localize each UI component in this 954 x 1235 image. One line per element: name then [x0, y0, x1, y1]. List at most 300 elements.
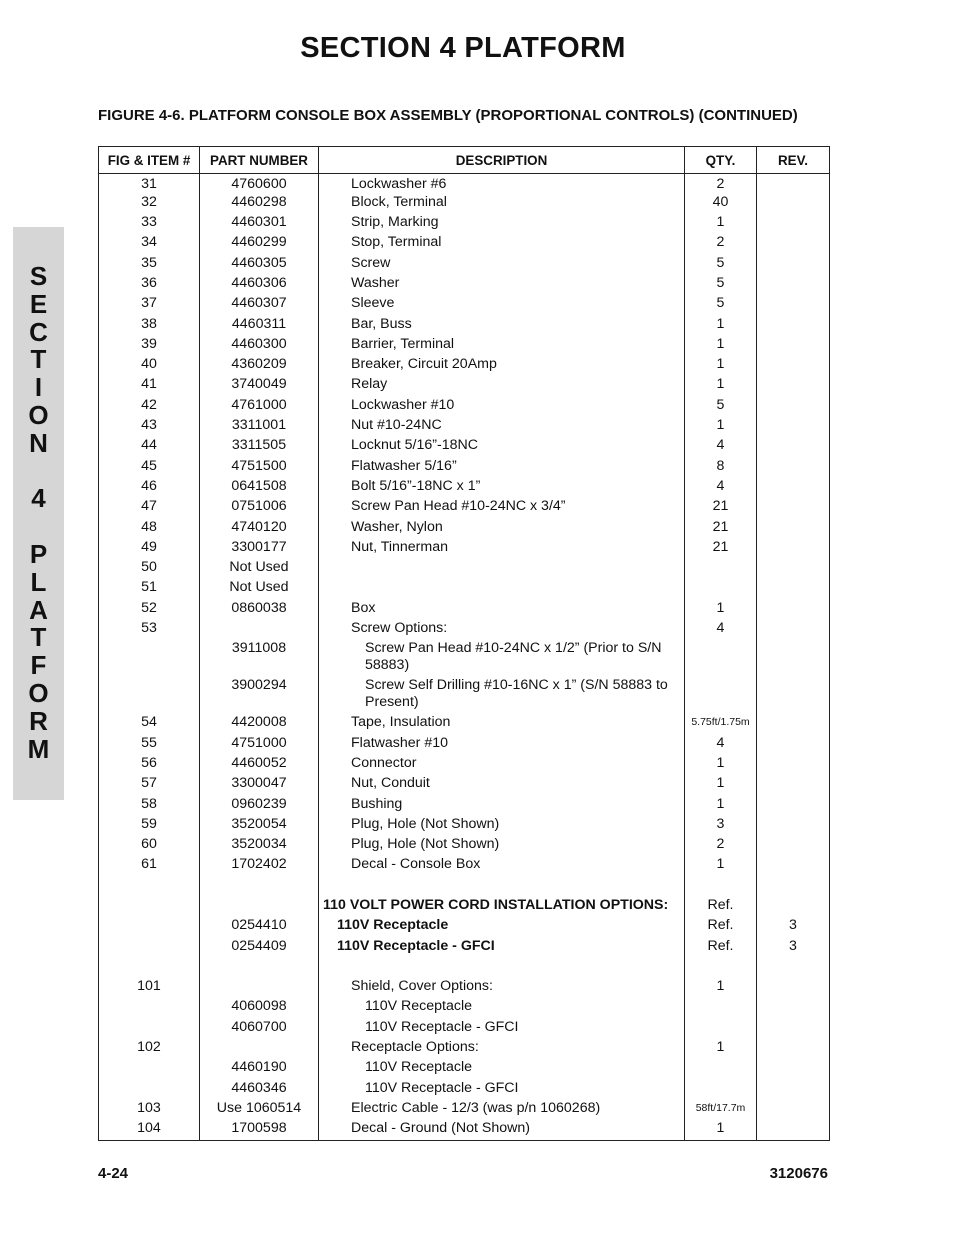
- col-header-description: DESCRIPTION: [319, 147, 685, 174]
- cell-description: [319, 677, 685, 714]
- table-row: [99, 234, 830, 254]
- table-row: [99, 877, 830, 897]
- description-text: Washer: [351, 274, 400, 291]
- table-row: [99, 938, 830, 958]
- cell-description: [319, 816, 685, 836]
- table-row: [99, 458, 830, 478]
- cell-qty: 5: [685, 275, 757, 295]
- cell-description: [319, 437, 685, 457]
- cell-part-number: Use 1060514: [200, 1100, 319, 1120]
- cell-description: [319, 539, 685, 559]
- table-row: [99, 714, 830, 734]
- cell-description: [319, 1120, 685, 1140]
- cell-description: [319, 316, 685, 336]
- table-row: [99, 356, 830, 376]
- cell-item-number: 42: [99, 397, 200, 417]
- cell-rev: [757, 174, 830, 194]
- cell-item-number: [99, 897, 200, 917]
- cell-item-number: 56: [99, 755, 200, 775]
- cell-rev: [757, 755, 830, 775]
- cell-description: [319, 519, 685, 539]
- cell-description: [319, 579, 685, 599]
- cell-qty: 1: [685, 978, 757, 998]
- table-row: [99, 978, 830, 998]
- description-text: 110V Receptacle - GFCI: [365, 1079, 519, 1096]
- cell-part-number: 4460301: [200, 214, 319, 234]
- description-text: Screw Pan Head #10-24NC x 1/2” (Prior to S/N 58883): [365, 640, 662, 674]
- cell-part-number: 3520054: [200, 816, 319, 836]
- cell-rev: [757, 519, 830, 539]
- cell-rev: [757, 1019, 830, 1039]
- cell-item-number: [99, 1059, 200, 1079]
- description-text: Flatwasher 5/16”: [351, 457, 457, 474]
- side-tab-letter: [13, 458, 64, 486]
- description-text: Decal - Console Box: [351, 856, 481, 873]
- cell-item-number: [99, 640, 200, 677]
- cell-rev: [757, 255, 830, 275]
- cell-part-number: 4460300: [200, 336, 319, 356]
- cell-qty: 1: [685, 1039, 757, 1059]
- description-text: Lockwasher #10: [351, 396, 455, 413]
- cell-description: [319, 498, 685, 518]
- cell-description: [319, 174, 685, 194]
- cell-part-number: 4460311: [200, 316, 319, 336]
- table-row: [99, 417, 830, 437]
- cell-qty: 21: [685, 539, 757, 559]
- cell-item-number: 44: [99, 437, 200, 457]
- cell-rev: [757, 796, 830, 816]
- cell-rev: [757, 316, 830, 336]
- description-text: 110V Receptacle: [337, 917, 449, 934]
- cell-description: [319, 275, 685, 295]
- cell-description: [319, 234, 685, 254]
- cell-description: [319, 1059, 685, 1079]
- description-text: Strip, Marking: [351, 214, 439, 231]
- cell-rev: [757, 1039, 830, 1059]
- table-row: [99, 194, 830, 214]
- cell-item-number: 54: [99, 714, 200, 734]
- table-row: [99, 498, 830, 518]
- cell-rev: [757, 397, 830, 417]
- table-row: [99, 437, 830, 457]
- cell-description: [319, 458, 685, 478]
- cell-item-number: [99, 877, 200, 897]
- cell-description: [319, 295, 685, 315]
- cell-item-number: 33: [99, 214, 200, 234]
- cell-rev: [757, 437, 830, 457]
- description-text: Connector: [351, 754, 417, 771]
- page-number: 4-24: [98, 1165, 129, 1182]
- cell-item-number: [99, 1080, 200, 1100]
- table-row: [99, 775, 830, 795]
- cell-rev: [757, 1080, 830, 1100]
- table-row: [99, 1120, 830, 1140]
- cell-part-number: [200, 958, 319, 978]
- cell-item-number: 40: [99, 356, 200, 376]
- cell-part-number: [200, 1039, 319, 1059]
- cell-qty: [685, 1059, 757, 1079]
- cell-part-number: 4460305: [200, 255, 319, 275]
- cell-description: [319, 1080, 685, 1100]
- cell-qty: 2: [685, 836, 757, 856]
- cell-item-number: 45: [99, 458, 200, 478]
- cell-rev: [757, 295, 830, 315]
- cell-item-number: 37: [99, 295, 200, 315]
- cell-part-number: 3311505: [200, 437, 319, 457]
- cell-description: [319, 397, 685, 417]
- cell-part-number: 4060098: [200, 998, 319, 1018]
- cell-qty: 5: [685, 397, 757, 417]
- description-text: Bar, Buss: [351, 315, 412, 332]
- cell-description: [319, 1100, 685, 1120]
- col-header-item: FIG & ITEM #: [99, 147, 200, 174]
- cell-part-number: 4751000: [200, 735, 319, 755]
- description-text: Electric Cable - 12/3 (was p/n 1060268): [351, 1099, 601, 1116]
- side-tab-letter: O: [28, 677, 49, 708]
- table-header-row: [99, 147, 830, 174]
- cell-description: [319, 897, 685, 917]
- cell-qty: 2: [685, 234, 757, 254]
- cell-qty: 1: [685, 376, 757, 396]
- cell-qty: 1: [685, 796, 757, 816]
- cell-rev: [757, 478, 830, 498]
- cell-rev: [757, 775, 830, 795]
- cell-qty: [685, 958, 757, 978]
- cell-item-number: 39: [99, 336, 200, 356]
- side-tab-letters: [13, 263, 64, 763]
- description-text: Receptacle Options:: [351, 1039, 479, 1056]
- cell-rev: [757, 877, 830, 897]
- cell-item-number: 49: [99, 539, 200, 559]
- table-row: [99, 559, 830, 579]
- cell-description: [319, 714, 685, 734]
- side-tab-letter: T: [30, 622, 47, 653]
- cell-item-number: [99, 938, 200, 958]
- cell-qty: 1: [685, 214, 757, 234]
- side-tab-letter: L: [30, 566, 47, 597]
- cell-item-number: 60: [99, 836, 200, 856]
- cell-item-number: 50: [99, 559, 200, 579]
- cell-rev: [757, 897, 830, 917]
- cell-qty: 1: [685, 336, 757, 356]
- side-tab-letter: M: [27, 733, 50, 764]
- table-row: [99, 579, 830, 599]
- cell-qty: 1: [685, 316, 757, 336]
- cell-part-number: 4740120: [200, 519, 319, 539]
- description-text: Lockwasher #6: [351, 176, 447, 192]
- cell-part-number: 4460052: [200, 755, 319, 775]
- table-row: [99, 376, 830, 396]
- cell-qty: 5: [685, 255, 757, 275]
- cell-qty: [685, 677, 757, 714]
- cell-item-number: 38: [99, 316, 200, 336]
- cell-qty: 3: [685, 816, 757, 836]
- side-tab-letter: P: [29, 538, 48, 569]
- side-tab-letter: [13, 513, 64, 541]
- side-tab-letter: S: [29, 261, 48, 291]
- side-tab-letter: A: [29, 594, 48, 625]
- cell-description: [319, 755, 685, 775]
- table-row: [99, 1059, 830, 1079]
- description-text: Nut #10-24NC: [351, 417, 442, 434]
- cell-part-number: 4460306: [200, 275, 319, 295]
- cell-description: [319, 336, 685, 356]
- description-text: Shield, Cover Options:: [351, 978, 493, 995]
- description-text: 110V Receptacle: [365, 998, 473, 1015]
- side-tab-letter: F: [30, 650, 47, 681]
- cell-part-number: [200, 897, 319, 917]
- cell-description: [319, 998, 685, 1018]
- cell-item-number: 57: [99, 775, 200, 795]
- cell-qty: 1: [685, 775, 757, 795]
- cell-rev: [757, 620, 830, 640]
- cell-qty: 1: [685, 356, 757, 376]
- cell-rev: [757, 735, 830, 755]
- table-row: [99, 174, 830, 194]
- side-tab-letter: I: [34, 372, 43, 403]
- cell-item-number: 46: [99, 478, 200, 498]
- cell-item-number: [99, 677, 200, 714]
- description-text: Screw Self Drilling #10-16NC x 1” (S/N 58883 to Present): [365, 677, 668, 711]
- table-row: [99, 755, 830, 775]
- cell-item-number: [99, 998, 200, 1018]
- table-row: [99, 998, 830, 1018]
- cell-description: [319, 376, 685, 396]
- description-text: Sleeve: [351, 295, 395, 312]
- side-tab-letter: 4: [31, 483, 46, 514]
- cell-rev: 3: [757, 917, 830, 937]
- cell-qty: 1: [685, 600, 757, 620]
- cell-item-number: [99, 1019, 200, 1039]
- cell-item-number: 43: [99, 417, 200, 437]
- cell-qty: [685, 1080, 757, 1100]
- table-row: [99, 836, 830, 856]
- cell-rev: [757, 1100, 830, 1120]
- cell-qty: 58ft/17.7m: [685, 1100, 757, 1120]
- cell-part-number: 4460298: [200, 194, 319, 214]
- description-text: Bolt 5/16”-18NC x 1”: [351, 477, 481, 494]
- cell-item-number: 32: [99, 194, 200, 214]
- table-row: [99, 275, 830, 295]
- side-tab-letter: R: [29, 705, 48, 736]
- cell-description: [319, 735, 685, 755]
- cell-qty: 4: [685, 620, 757, 640]
- cell-rev: [757, 836, 830, 856]
- cell-rev: [757, 958, 830, 978]
- cell-part-number: 4761000: [200, 397, 319, 417]
- cell-item-number: 53: [99, 620, 200, 640]
- description-text: 110V Receptacle: [365, 1059, 473, 1076]
- document-number: 3120676: [769, 1165, 828, 1182]
- table-row: [99, 958, 830, 978]
- parts-table: [98, 146, 830, 1141]
- cell-part-number: 4760600: [200, 174, 319, 194]
- cell-item-number: 48: [99, 519, 200, 539]
- cell-description: [319, 214, 685, 234]
- cell-item-number: 51: [99, 579, 200, 599]
- cell-qty: Ref.: [685, 917, 757, 937]
- cell-rev: [757, 714, 830, 734]
- cell-qty: 5.75ft/1.75m: [685, 714, 757, 734]
- description-text: Bushing: [351, 795, 403, 812]
- cell-rev: [757, 194, 830, 214]
- cell-part-number: 3911008: [200, 640, 319, 677]
- description-text: Decal - Ground (Not Shown): [351, 1120, 530, 1137]
- cell-qty: 8: [685, 458, 757, 478]
- cell-rev: [757, 1120, 830, 1140]
- cell-qty: [685, 640, 757, 677]
- cell-part-number: [200, 877, 319, 897]
- description-text: Nut, Tinnerman: [351, 538, 448, 555]
- parts-table-body: [99, 174, 830, 1141]
- description-text: Flatwasher #10: [351, 734, 448, 751]
- description-text: Breaker, Circuit 20Amp: [351, 356, 497, 373]
- cell-item-number: 55: [99, 735, 200, 755]
- cell-item-number: 104: [99, 1120, 200, 1140]
- cell-item-number: 61: [99, 856, 200, 876]
- table-row: [99, 677, 830, 714]
- cell-qty: 4: [685, 437, 757, 457]
- description-text: 110 VOLT POWER CORD INSTALLATION OPTIONS:: [323, 897, 669, 913]
- cell-item-number: 102: [99, 1039, 200, 1059]
- table-row: [99, 519, 830, 539]
- table-row: [99, 620, 830, 640]
- description-text: Plug, Hole (Not Shown): [351, 836, 500, 853]
- description-text: Relay: [351, 376, 388, 393]
- cell-description: [319, 600, 685, 620]
- cell-part-number: 3311001: [200, 417, 319, 437]
- cell-rev: [757, 677, 830, 714]
- cell-item-number: 58: [99, 796, 200, 816]
- cell-description: [319, 620, 685, 640]
- table-row: [99, 856, 830, 876]
- cell-description: [319, 559, 685, 579]
- description-text: Washer, Nylon: [351, 518, 443, 535]
- col-header-part-number: PART NUMBER: [200, 147, 319, 174]
- cell-rev: [757, 640, 830, 677]
- table-row: [99, 1019, 830, 1039]
- description-text: Box: [351, 599, 376, 616]
- cell-item-number: 35: [99, 255, 200, 275]
- cell-part-number: 0641508: [200, 478, 319, 498]
- table-row: [99, 1100, 830, 1120]
- cell-description: [319, 478, 685, 498]
- table-row: [99, 1080, 830, 1100]
- description-text: Locknut 5/16”-18NC: [351, 437, 478, 454]
- description-text: Plug, Hole (Not Shown): [351, 815, 500, 832]
- cell-rev: [757, 539, 830, 559]
- cell-part-number: 0254409: [200, 938, 319, 958]
- table-row: [99, 336, 830, 356]
- cell-rev: [757, 816, 830, 836]
- figure-title: FIGURE 4-6. PLATFORM CONSOLE BOX ASSEMBLY (PROPORTIONAL CONTROLS) (CONTINUED): [98, 107, 798, 124]
- cell-item-number: 59: [99, 816, 200, 836]
- table-row: [99, 539, 830, 559]
- cell-item-number: [99, 958, 200, 978]
- cell-part-number: 4751500: [200, 458, 319, 478]
- table-row: [99, 1039, 830, 1059]
- cell-part-number: 4060700: [200, 1019, 319, 1039]
- cell-part-number: 1700598: [200, 1120, 319, 1140]
- cell-description: [319, 194, 685, 214]
- cell-item-number: 101: [99, 978, 200, 998]
- cell-qty: [685, 559, 757, 579]
- cell-qty: [685, 579, 757, 599]
- col-header-rev: REV.: [757, 147, 830, 174]
- table-row: [99, 735, 830, 755]
- cell-item-number: 47: [99, 498, 200, 518]
- description-text: Block, Terminal: [351, 193, 447, 210]
- cell-qty: 1: [685, 856, 757, 876]
- side-tab-letter: T: [30, 344, 47, 375]
- cell-item-number: 103: [99, 1100, 200, 1120]
- section-title: SECTION 4 PLATFORM: [300, 32, 626, 64]
- cell-description: [319, 775, 685, 795]
- description-text: 110V Receptacle - GFCI: [365, 1018, 519, 1035]
- cell-rev: [757, 234, 830, 254]
- table-row: [99, 600, 830, 620]
- cell-qty: [685, 877, 757, 897]
- cell-rev: [757, 458, 830, 478]
- cell-description: [319, 836, 685, 856]
- table-row: [99, 640, 830, 677]
- cell-part-number: [200, 620, 319, 640]
- cell-part-number: 4460190: [200, 1059, 319, 1079]
- cell-rev: [757, 417, 830, 437]
- side-tab-letter: O: [28, 399, 49, 430]
- cell-rev: [757, 600, 830, 620]
- cell-rev: 3: [757, 938, 830, 958]
- cell-description: [319, 356, 685, 376]
- cell-description: [319, 1019, 685, 1039]
- cell-qty: [685, 998, 757, 1018]
- cell-qty: Ref.: [685, 938, 757, 958]
- description-text: Stop, Terminal: [351, 234, 442, 251]
- table-row: [99, 214, 830, 234]
- side-tab-letter: E: [29, 288, 48, 319]
- description-text: Nut, Conduit: [351, 775, 430, 792]
- cell-part-number: Not Used: [200, 559, 319, 579]
- table-row: [99, 295, 830, 315]
- cell-rev: [757, 376, 830, 396]
- cell-description: [319, 1039, 685, 1059]
- cell-qty: [685, 1019, 757, 1039]
- cell-rev: [757, 978, 830, 998]
- cell-description: [319, 978, 685, 998]
- cell-qty: 4: [685, 478, 757, 498]
- cell-qty: 21: [685, 519, 757, 539]
- cell-rev: [757, 498, 830, 518]
- cell-part-number: 4360209: [200, 356, 319, 376]
- table-row: [99, 478, 830, 498]
- table-row: [99, 796, 830, 816]
- cell-description: [319, 938, 685, 958]
- table-row: [99, 917, 830, 937]
- cell-rev: [757, 214, 830, 234]
- cell-item-number: 34: [99, 234, 200, 254]
- cell-part-number: Not Used: [200, 579, 319, 599]
- cell-part-number: 0960239: [200, 796, 319, 816]
- cell-item-number: 31: [99, 174, 200, 194]
- cell-qty: 1: [685, 755, 757, 775]
- table-row: [99, 316, 830, 336]
- table-row: [99, 255, 830, 275]
- cell-part-number: 3300047: [200, 775, 319, 795]
- cell-part-number: 3300177: [200, 539, 319, 559]
- cell-qty: 1: [685, 417, 757, 437]
- description-text: Screw Pan Head #10-24NC x 3/4”: [351, 498, 566, 515]
- cell-rev: [757, 856, 830, 876]
